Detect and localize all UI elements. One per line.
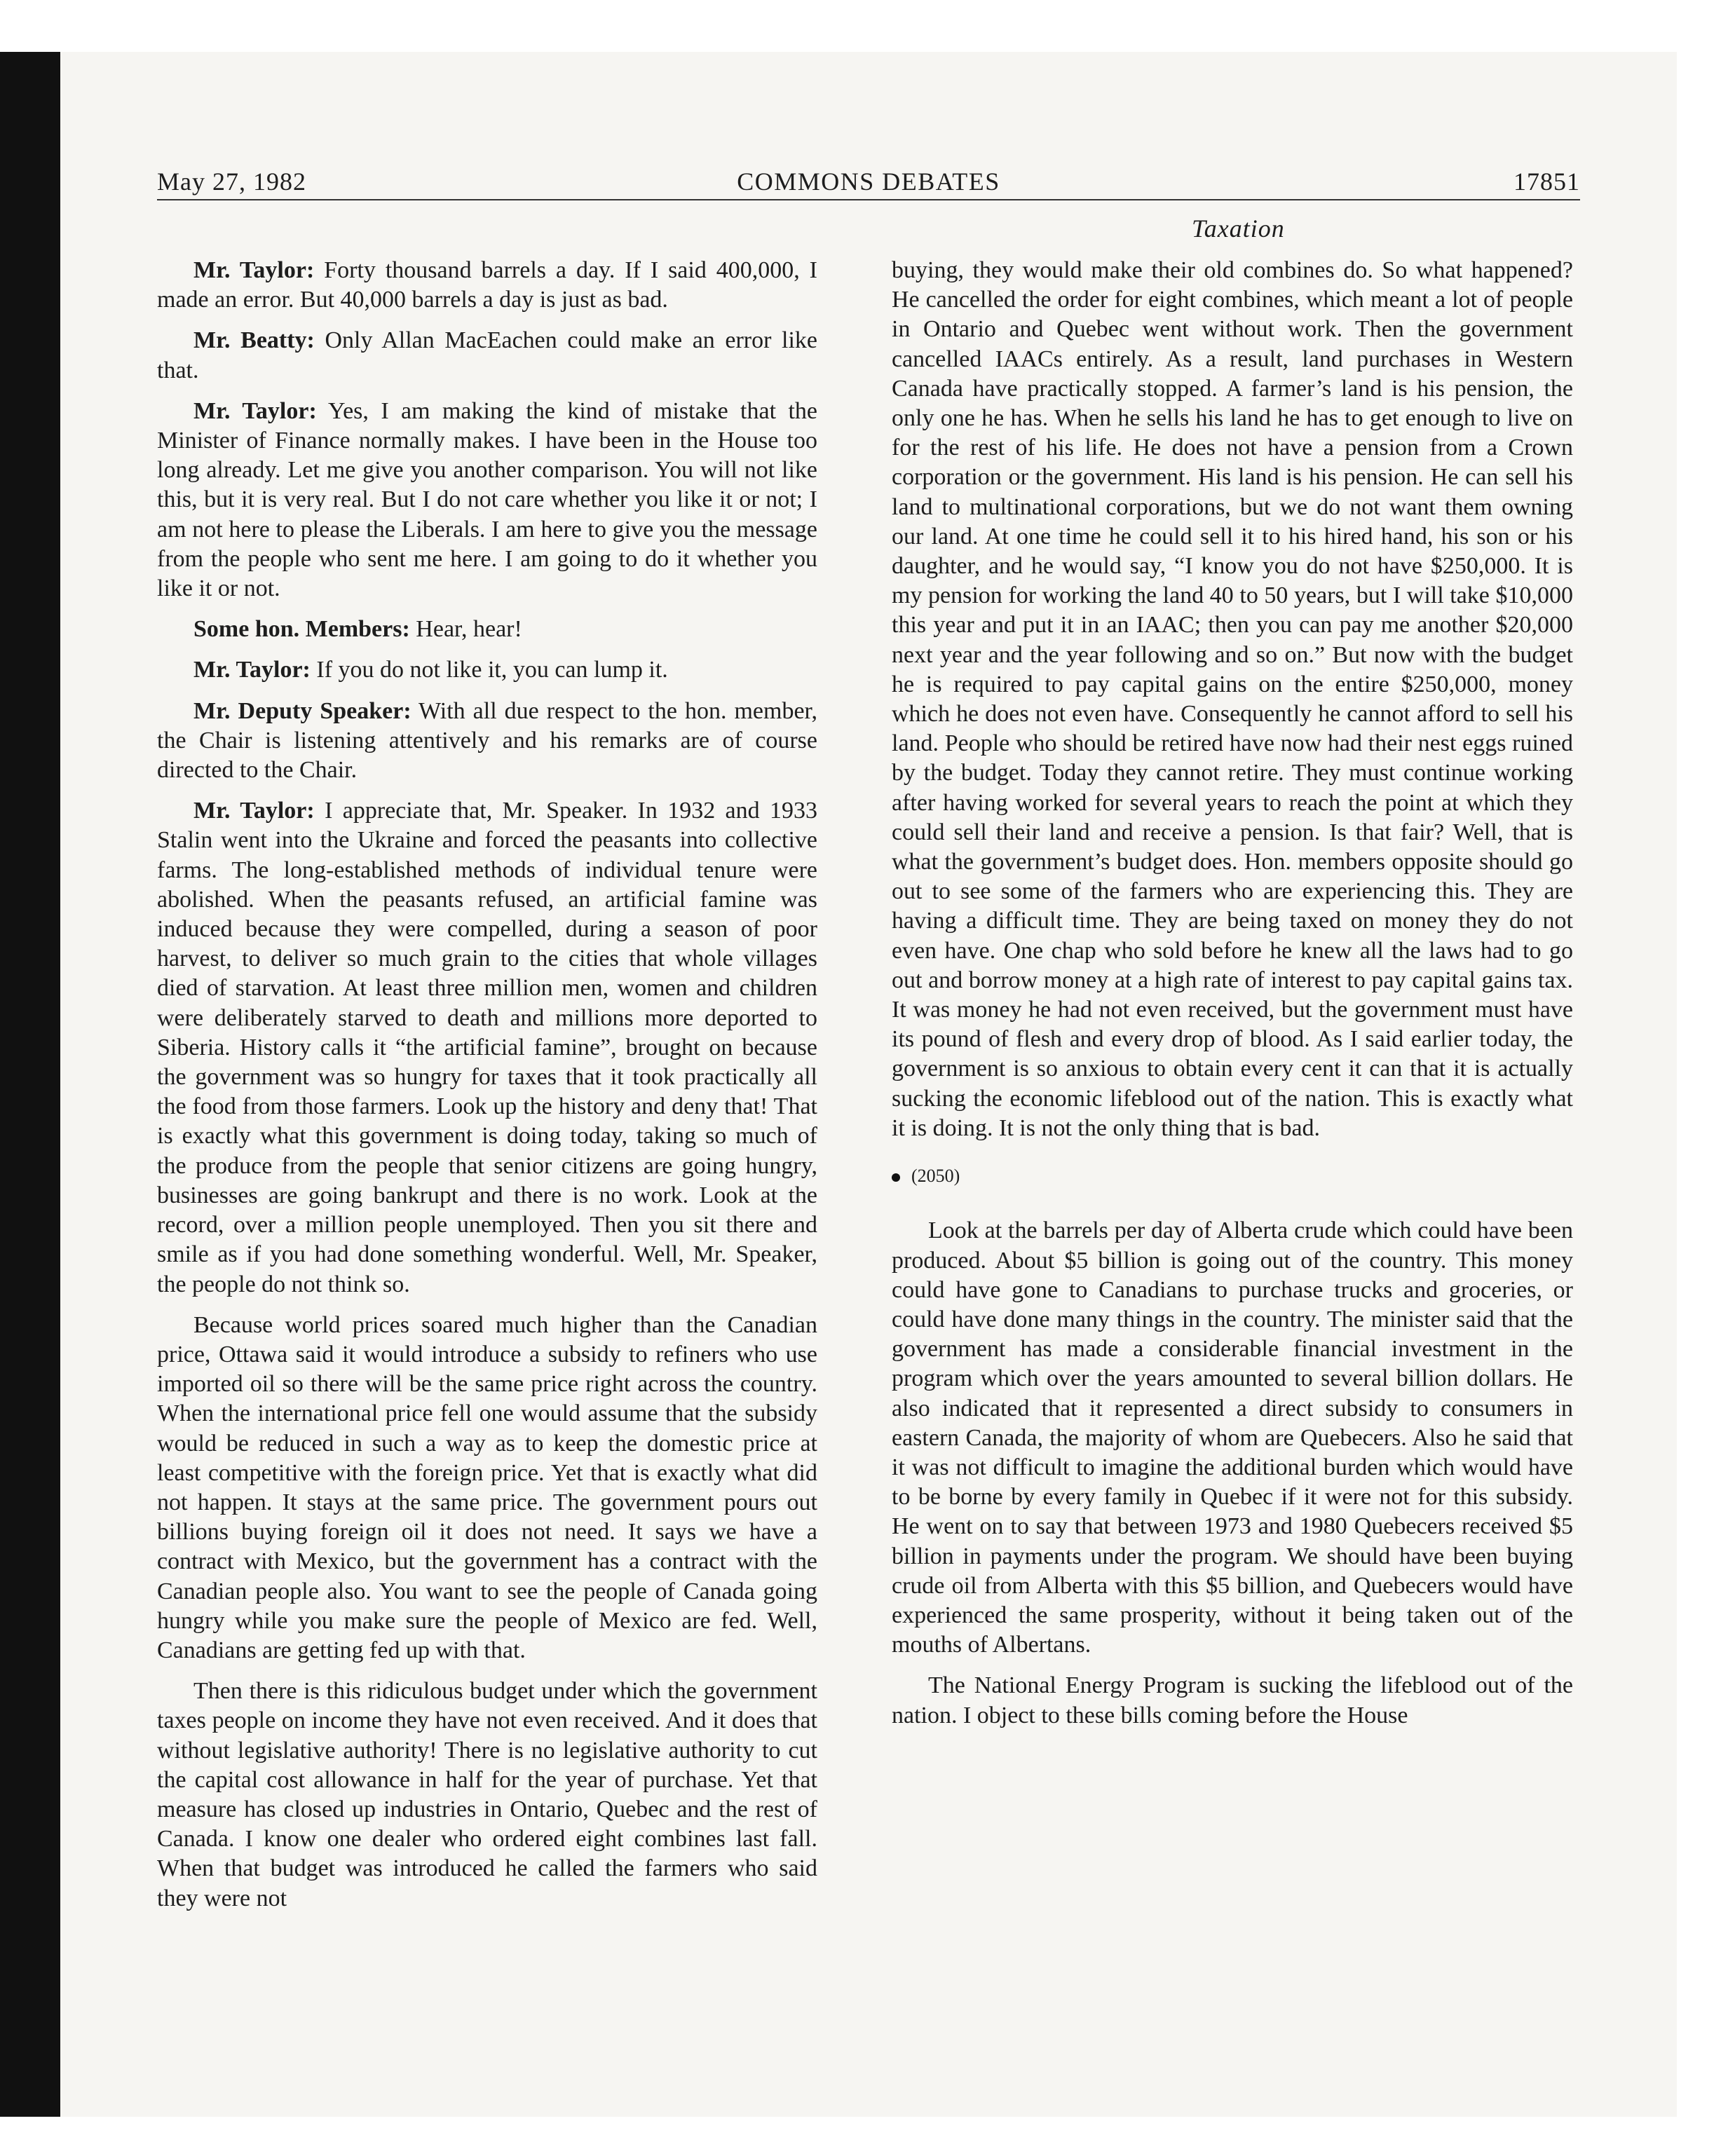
left-column — [157, 256, 817, 1925]
speaker-name: Mr. Taylor: — [193, 257, 315, 283]
paragraph — [157, 256, 817, 315]
timestamp-text: (2050) — [911, 1166, 960, 1187]
speaker-name: Mr. Taylor: — [193, 397, 317, 424]
bullet-icon — [892, 1173, 900, 1182]
header-date: May 27, 1982 — [157, 168, 306, 196]
paragraph-text: Yes, I am making the kind of mistake that the Minister of Finance normally makes. I have been in the House too long already. Let me give you another comparison. You will not like this, but it is very real. But I do not care whether you like it or not; I am not here to please the Liberals. I am here to give you the message from the people who sent me here. I am going to do it whether you like it or not. — [157, 397, 817, 602]
paragraph-text: Then there is this ridiculous budget under which the government taxes people on income they have not even received. And it does that without legislative authority! There is no legislative authority to cut the capital cost allowance in half for the year of purchase. Yet that measure has closed up industries in Ontario, Quebec and the rest of Canada. I know one dealer who ordered eight combines last fall. When that budget was introduced he called the farmers who said they were not — [157, 1678, 817, 1911]
scan-border — [0, 52, 60, 2117]
paragraph — [157, 1677, 817, 1913]
speaker-name: Mr. Deputy Speaker: — [193, 697, 411, 724]
header-title: COMMONS DEBATES — [737, 168, 1000, 196]
paragraph-text: I appreciate that, Mr. Speaker. In 1932 and 1933 Stalin went into the Ukraine and forced the peasants into collective farms. The long-established methods of individual tenure were abolished. When the peasants refused, an artificial famine was induced because they were compelled, during a season of poor harvest, to deliver so much grain to the cities that whole villages died of starvation. At least three million men, women and children were deliberately starved to death and millions more deported to Siberia. History calls it “the artificial famine”, brought on because the government was so hungry for taxes that it took practically all the food from those farmers. Look up the history and deny that! That is exactly what this government is doing today, taking so much of the produce from the people that senior citizens are going hungry, businesses are going bankrupt and there is no work. Look at the record, over a million people unemployed. Then you sit there and smile as if you had done something wonderful. Well, Mr. Speaker, the people do not think so. — [157, 798, 817, 1297]
paragraph — [157, 697, 817, 786]
paragraph — [157, 326, 817, 385]
paragraph-text: Look at the barrels per day of Alberta crude which could have been produced. About $5 billion is going out of the country. This money could have gone to Canadians to purchase trucks and groceries, or could have done many things in the country. The minister said that the government has made a considerable financial investment in the program which over the years amounted to several billion dollars. He also indicated that it represented a direct subsidy to consumers in eastern Canada, the majority of whom are Quebecers. Also he said that it was not difficult to imagine the additional burden which would have to be borne by every family in Quebec if it were not for this subsidy. He went on to say that between 1973 and 1980 Quebecers received $5 billion in payments under the program. We should have been buying crude oil from Alberta with this $5 billion, and Quebecers would have experienced the same prosperity, without it being taken out of the mouths of Albertans. — [892, 1217, 1573, 1658]
speaker-name: Some hon. Members: — [193, 616, 410, 643]
speaker-name: Mr. Beatty: — [193, 327, 315, 354]
paragraph — [157, 655, 817, 685]
paragraph — [157, 397, 817, 603]
paragraph-continuation — [892, 256, 1573, 1143]
paragraph-text: Only Allan MacEachen could make an error like that. — [157, 327, 818, 383]
paragraph — [157, 615, 817, 644]
paragraph-text: With all due respect to the hon. member, the Chair is listening attentively and his remarks are of course directed to the Chair. — [157, 697, 817, 784]
paragraph-text: Hear, hear! — [416, 616, 522, 643]
header-page-number: 17851 — [1513, 168, 1580, 196]
paragraph-text: Forty thousand barrels a day. If I said 400,000, I made an error. But 40,000 barrels a day is just as bad. — [157, 257, 817, 313]
paragraph — [157, 1311, 817, 1665]
speaker-name: Mr. Taylor: — [193, 657, 311, 683]
paragraph-text: If you do not like it, you can lump it. — [316, 657, 668, 683]
speaker-name: Mr. Taylor: — [193, 798, 315, 824]
timestamp — [892, 1161, 1573, 1191]
paragraph-text: The National Energy Program is sucking the lifeblood out of the nation. I object to these bills coming before the House — [892, 1672, 1573, 1728]
paragraph-text: buying, they would make their old combines do. So what happened? He cancelled the order for eight combines, which meant a lot of people in Ontario and Quebec went without work. Then the government cancelled IAACs entirely. As a result, land purchases in Western Canada have practically stopped. A farmer’s land is his pension, the only one he has. When he sells his land he has to get enough to live on for the rest of his life. He does not have a pension from a Crown corporation or the government. His land is his pension. He can sell his land to multinational corporations, but we do not want them owning our land. At one time he could sell it to his hired hand, his son or his daughter, and he would say, “I know you do not have $250,000. It is my pension for working the land 40 to 50 years, but I will take $10,000 this year and put it in an IAAC; then you can pay me another $20,000 next year and the year following and so on.” But now with the budget he is required to pay capital gains on the entire $250,000, money which he does not even have. Consequently he cannot afford to sell his land. People who should be retired have now had their nest eggs ruined by the budget. Today they cannot retire. They must continue working after having worked for several years to reach the point at which they could sell their land and receive a pension. Is that fair? Well, that is what the government’s budget does. Hon. members opposite should go out to see some of the farmers who are experiencing this. They are having a difficult time. They are being taxed on money they do not even have. One chap who sold before he knew all the laws had to go out and borrow money at a high rate of interest to pay capital gains tax. It was money he had not even received, but the government must have its pound of flesh and every drop of blood. As I said earlier today, the government is so anxious to obtain every cent it can that it is actually sucking the economic lifeblood out of the nation. This is exactly what it is doing. It is not the only thing that is bad. — [892, 257, 1573, 1141]
paragraph — [157, 796, 817, 1299]
page-header — [157, 163, 1580, 200]
paragraph — [892, 1216, 1573, 1660]
paragraph — [892, 1671, 1573, 1730]
right-column — [892, 256, 1573, 1742]
paragraph-text: Because world prices soared much higher than the Canadian price, Ottawa said it would introduce a subsidy to refiners who use imported oil so there will be the same price right across the country. When the international price fell one would assume that the subsidy would be reduced in such a way as to keep the domestic price at least competitive with the foreign price. Yet that is exactly what did not happen. It stays at the same price. The government pours out billions buying foreign oil it does not need. It says we have a contract with Mexico, but the government has a contract with the Canadian people also. You want to see the people of Canada going hungry while you make sure the people of Mexico are fed. Well, Canadians are getting fed up with that. — [157, 1311, 817, 1663]
section-title: Taxation — [1192, 214, 1285, 243]
